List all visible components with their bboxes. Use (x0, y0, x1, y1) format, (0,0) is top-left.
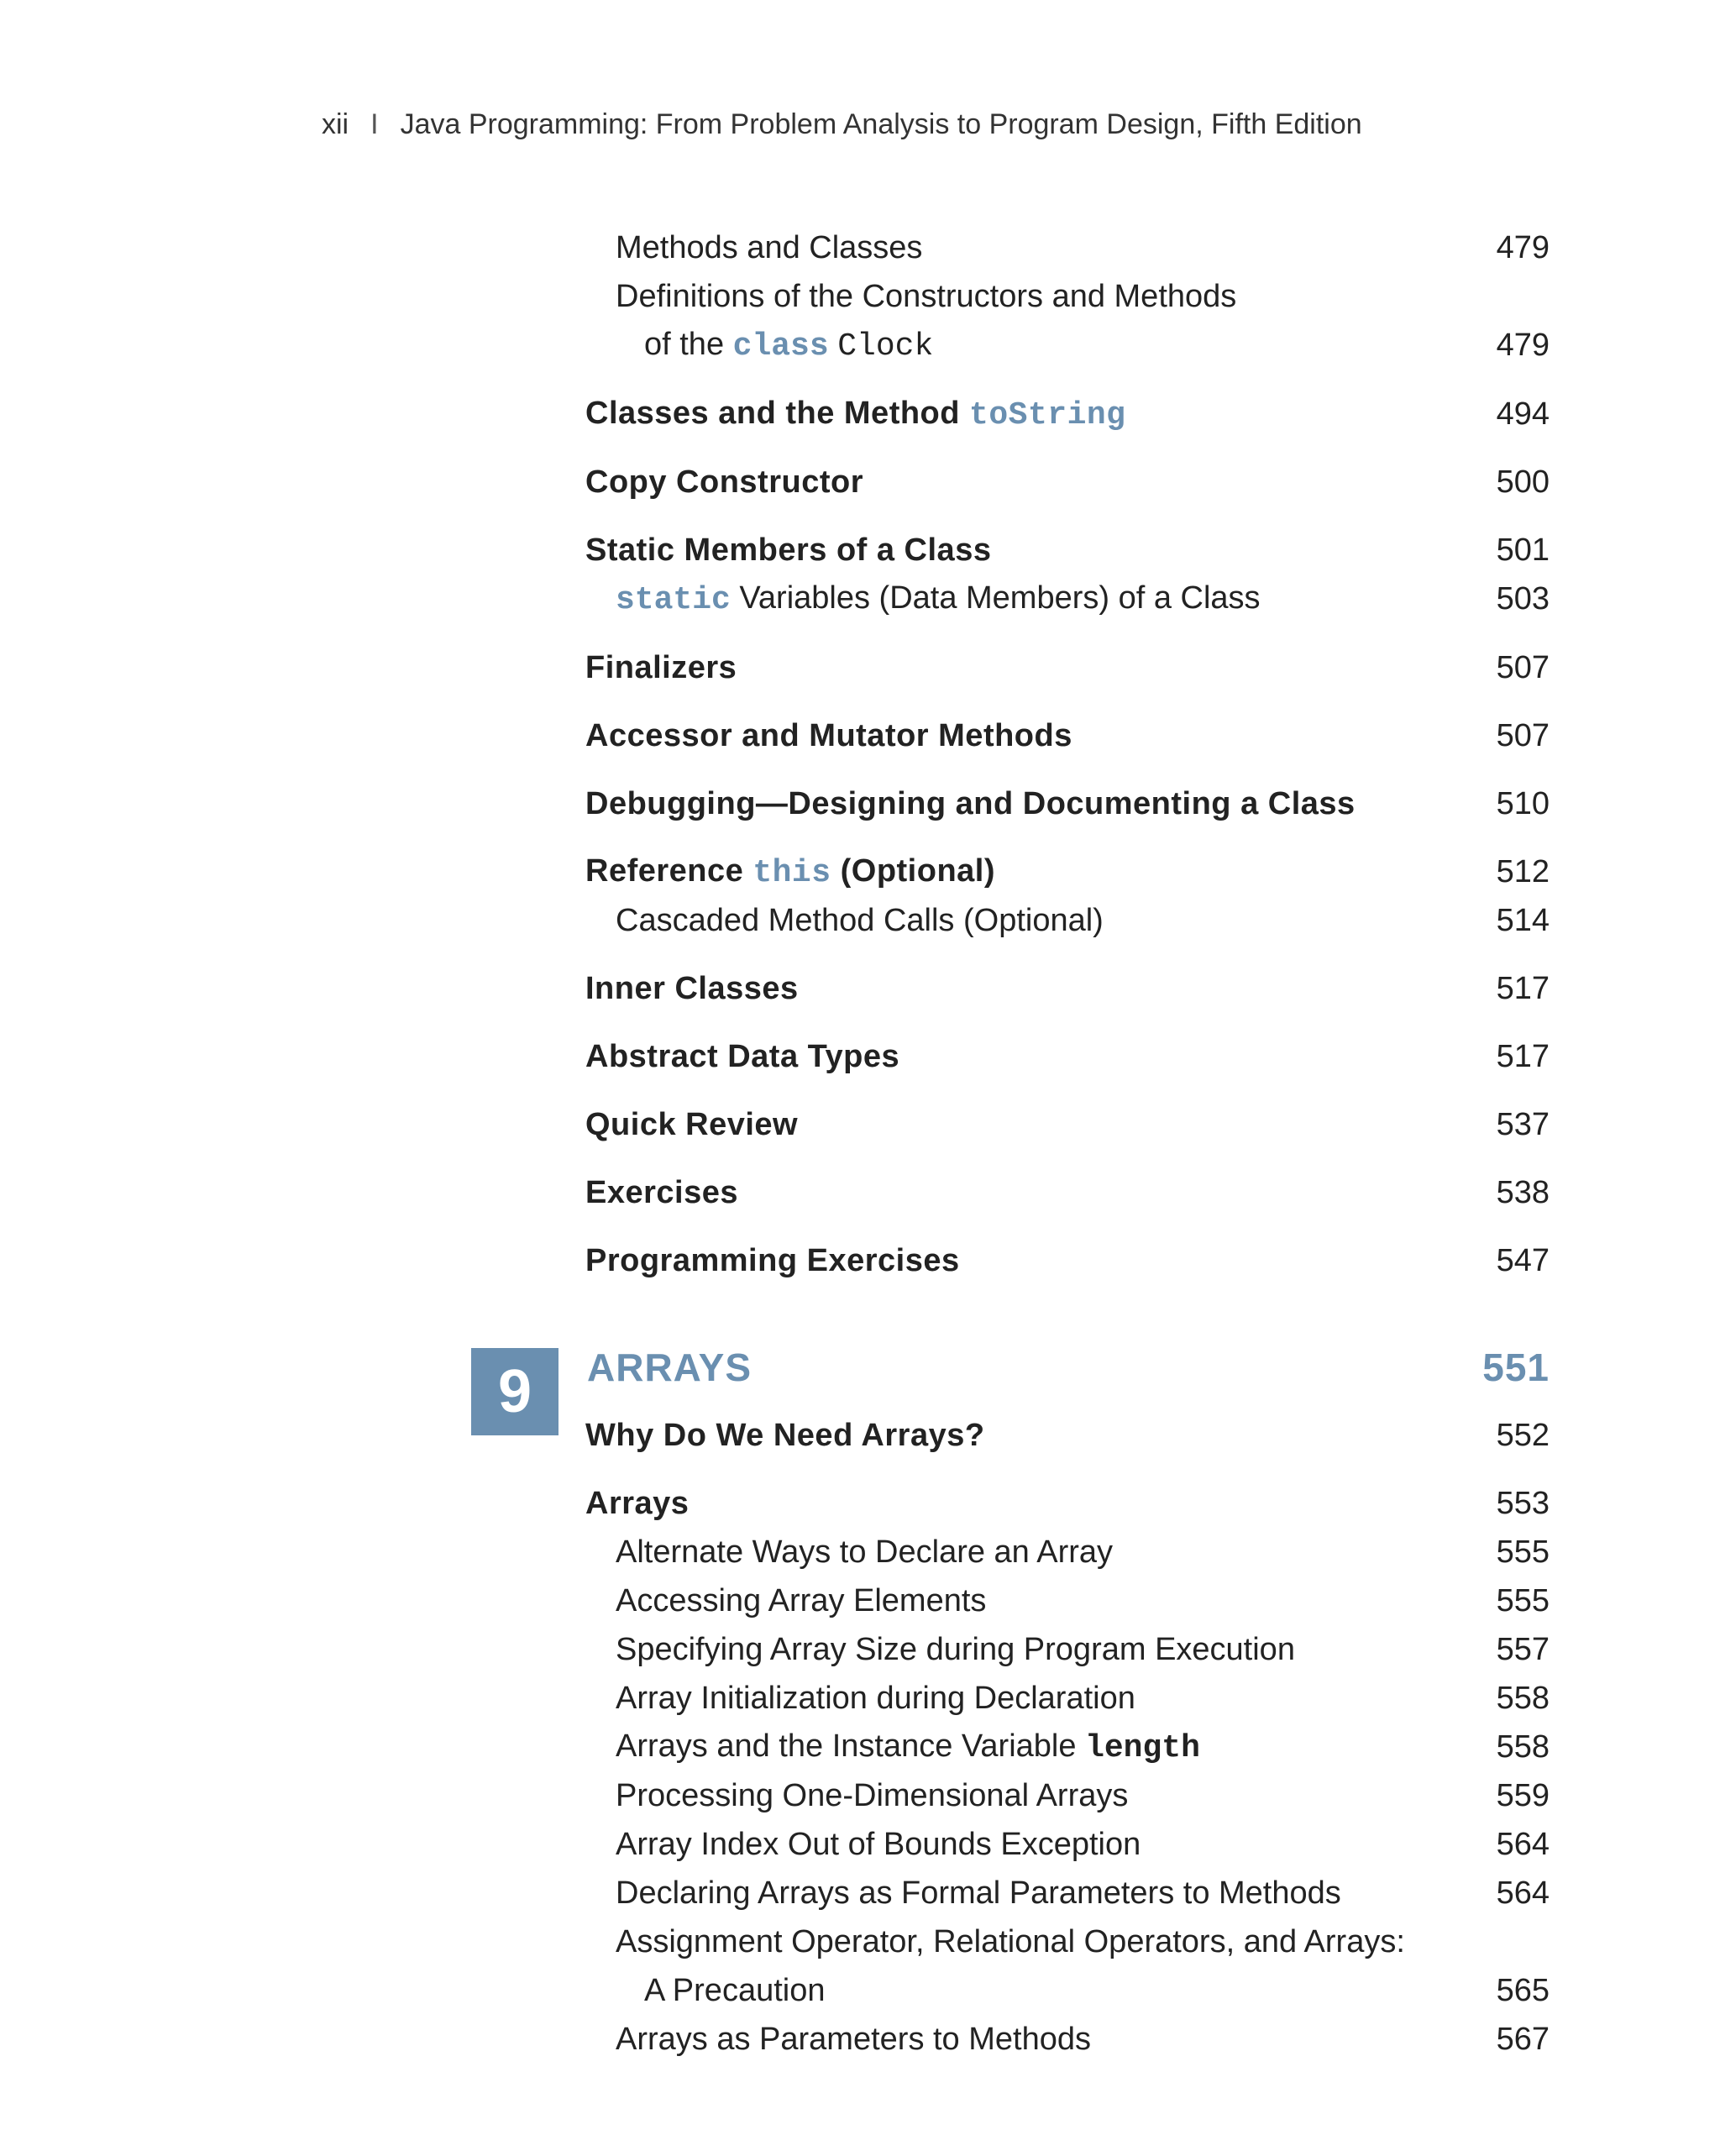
toc-entry (585, 1677, 1550, 1719)
code-keyword: class (732, 328, 829, 365)
toc-entry-page: 564 (1496, 1826, 1550, 1862)
toc-section (585, 1104, 1550, 1146)
toc-entry-page: 559 (1496, 1777, 1550, 1813)
toc-section-page: 517 (1496, 970, 1550, 1006)
toc-entry-title: Cascaded Method Calls (Optional) (616, 902, 1104, 938)
toc-entry (585, 227, 1550, 269)
toc-entry-title: Accessing Array Elements (616, 1582, 987, 1618)
code-keyword: this (752, 854, 831, 891)
toc-entry-title: Array Initialization during Declaration (616, 1680, 1135, 1716)
toc-entry-page: 564 (1496, 1875, 1550, 1911)
toc-section-page: 510 (1496, 785, 1550, 821)
toc-entry-page: 557 (1496, 1631, 1550, 1667)
toc-section (585, 1172, 1550, 1214)
toc-entry (585, 2018, 1550, 2060)
toc-section-title: Debugging—Designing and Documenting a Class (585, 785, 1356, 821)
toc-entry-text: Variables (Data Members) of a Class (730, 580, 1261, 616)
chapter-number-badge: 9 (471, 1348, 558, 1435)
toc-entry-text: Reference (585, 852, 753, 889)
toc-entry-title (585, 327, 933, 365)
toc-section-page: 507 (1496, 717, 1550, 753)
toc-entry (585, 1726, 1550, 1768)
running-header (322, 108, 1362, 141)
toc-section-page: 552 (1496, 1417, 1550, 1453)
toc-section-page: 494 (1496, 396, 1550, 432)
toc-section (585, 393, 1550, 435)
toc-entry-page: 558 (1496, 1680, 1550, 1716)
toc-section-title: Arrays (585, 1485, 690, 1521)
toc-entry (585, 1921, 1550, 1963)
toc-section-page: 512 (1496, 853, 1550, 889)
code-identifier: Clock (837, 328, 934, 365)
toc-entry-title: Definitions of the Constructors and Methods (616, 278, 1237, 314)
toc-section-page: 537 (1496, 1106, 1550, 1142)
toc-entry-page: 565 (1496, 1972, 1550, 2008)
toc-section-page: 501 (1496, 532, 1550, 568)
toc-entry-title: Declaring Arrays as Formal Parameters to Methods (616, 1875, 1341, 1911)
header-separator: I (370, 108, 379, 140)
toc-section (585, 647, 1550, 689)
toc-entry-title: Alternate Ways to Declare an Array (616, 1534, 1114, 1570)
toc-section-title: Quick Review (585, 1106, 799, 1142)
toc-entry (585, 1823, 1550, 1865)
toc-entry (585, 1970, 1550, 2012)
toc-section (585, 851, 1550, 893)
toc-section-title: Inner Classes (585, 970, 799, 1006)
toc-entry (585, 1775, 1550, 1817)
toc-entry-title: Assignment Operator, Relational Operators, and Arrays: (616, 1923, 1405, 1959)
toc-entry (585, 1580, 1550, 1622)
toc-section-title: Abstract Data Types (585, 1038, 900, 1074)
toc-section-title: Exercises (585, 1174, 738, 1210)
chapter-page: 551 (1482, 1346, 1550, 1389)
toc-entry (585, 900, 1550, 942)
toc-section-title: Static Members of a Class (585, 532, 992, 568)
toc-section (585, 461, 1550, 503)
toc-section (585, 783, 1550, 825)
toc-section-title: Accessor and Mutator Methods (585, 717, 1072, 753)
toc-entry-title (585, 1728, 1200, 1766)
chapter-heading (587, 1342, 1550, 1393)
toc-entry-page: 479 (1496, 327, 1550, 363)
toc-entry-page: 555 (1496, 1582, 1550, 1618)
toc-entry (585, 1629, 1550, 1671)
toc-section (585, 1482, 1550, 1524)
toc-entry (585, 324, 1550, 366)
toc-section-title: Why Do We Need Arrays? (585, 1417, 985, 1453)
toc-entry-title: Methods and Classes (616, 229, 923, 265)
chapter-title: ARRAYS (587, 1346, 752, 1389)
toc-section-title (585, 396, 1125, 433)
toc-entry-page: 479 (1496, 229, 1550, 265)
toc-entry (585, 275, 1550, 317)
toc-section-page: 517 (1496, 1038, 1550, 1074)
toc-section (585, 968, 1550, 1010)
header-page-number: xii (322, 108, 349, 140)
toc-entry (585, 578, 1550, 620)
toc-entry-page: 558 (1496, 1728, 1550, 1765)
toc-entry-text: of the (644, 326, 733, 362)
toc-entry (585, 1531, 1550, 1573)
toc-entry (585, 1872, 1550, 1914)
toc-section-title: Finalizers (585, 649, 737, 685)
code-keyword: toString (969, 396, 1126, 433)
toc-section (585, 1036, 1550, 1078)
toc-section-page: 507 (1496, 649, 1550, 685)
toc-entry-title: Processing One-Dimensional Arrays (616, 1777, 1129, 1813)
toc-entry-text: (Optional) (831, 852, 996, 889)
toc-section-title (585, 853, 995, 891)
toc-entry-page: 503 (1496, 580, 1550, 616)
toc-section-page: 500 (1496, 464, 1550, 500)
toc-entry-title: Specifying Array Size during Program Execution (616, 1631, 1295, 1667)
toc-entry-text: Arrays and the Instance Variable (616, 1728, 1086, 1764)
toc-section-page: 538 (1496, 1174, 1550, 1210)
code-identifier: length (1085, 1729, 1200, 1766)
header-book-title: Java Programming: From Problem Analysis to Program Design, Fifth Edition (400, 108, 1362, 140)
toc-entry-page: 567 (1496, 2021, 1550, 2057)
toc-section-title: Copy Constructor (585, 464, 863, 500)
toc-entry-title (585, 580, 1261, 618)
toc-entry-page: 514 (1496, 902, 1550, 938)
toc-section (585, 715, 1550, 757)
toc-section (585, 1240, 1550, 1282)
toc-entry-title: A Precaution (644, 1972, 826, 2008)
toc-section (585, 1414, 1550, 1456)
toc-entry-page: 555 (1496, 1534, 1550, 1570)
toc-entry-title: Arrays as Parameters to Methods (616, 2021, 1091, 2057)
toc-entry-title: Array Index Out of Bounds Exception (616, 1826, 1141, 1862)
toc-section-title: Programming Exercises (585, 1242, 960, 1278)
toc-section-page: 547 (1496, 1242, 1550, 1278)
code-keyword: static (616, 581, 731, 618)
toc-section (585, 529, 1550, 571)
toc-entry-text: Classes and the Method (585, 395, 970, 431)
toc-section-page: 553 (1496, 1485, 1550, 1521)
